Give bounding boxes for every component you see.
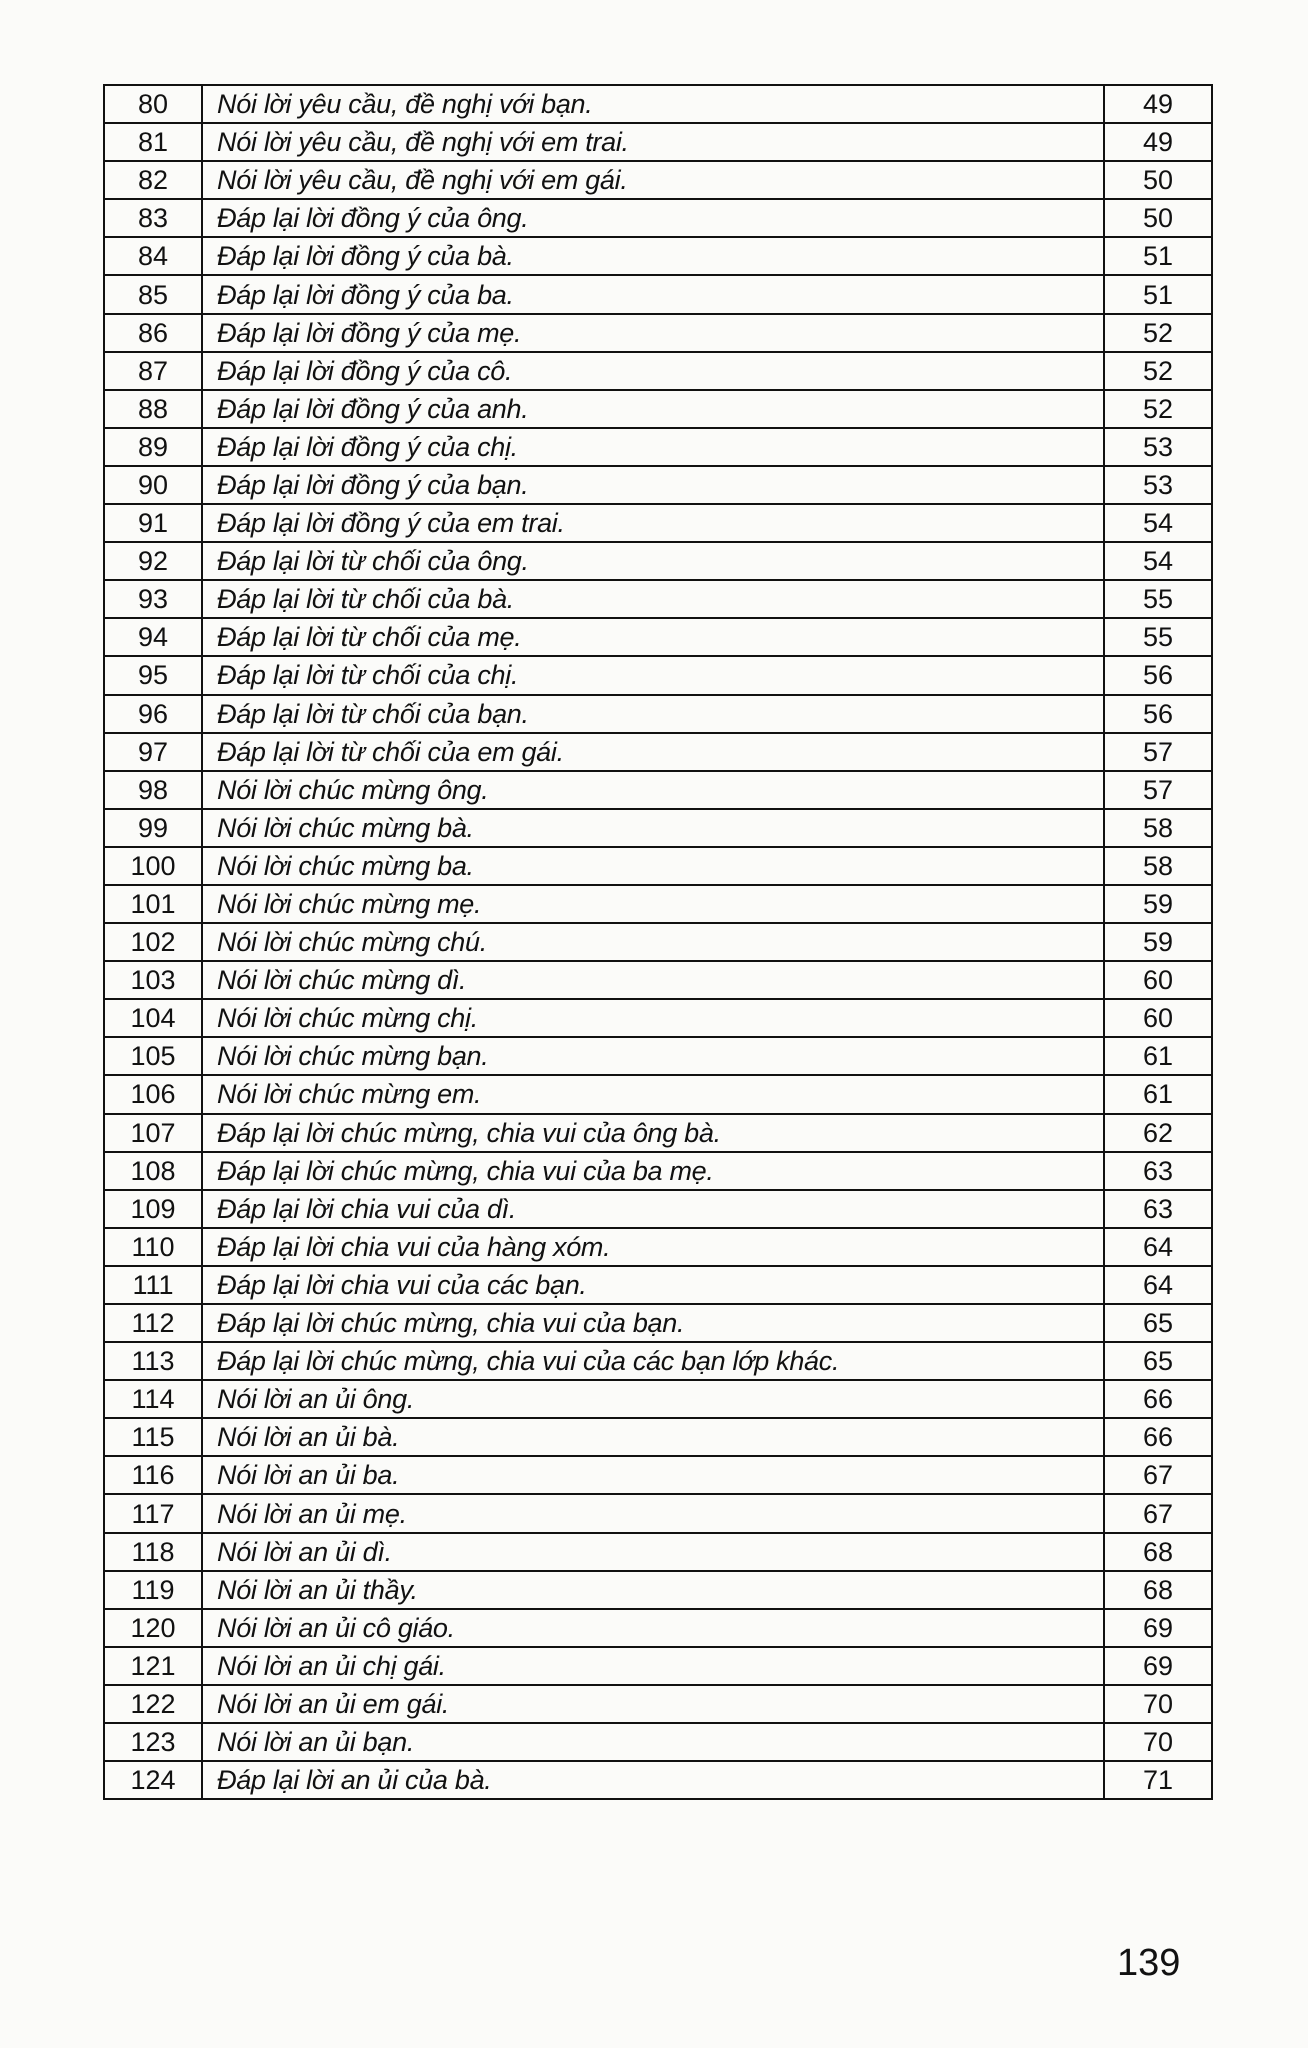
entry-page: 59 — [1104, 885, 1212, 923]
entry-page: 66 — [1104, 1380, 1212, 1418]
toc-row — [104, 237, 1212, 275]
entry-number: 97 — [104, 733, 202, 771]
entry-number: 113 — [104, 1342, 202, 1380]
entry-page: 65 — [1104, 1342, 1212, 1380]
entry-number: 84 — [104, 237, 202, 275]
entry-title: Đáp lại lời từ chối của em gái. — [202, 733, 1104, 771]
entry-page: 68 — [1104, 1571, 1212, 1609]
entry-title: Đáp lại lời từ chối của ông. — [202, 542, 1104, 580]
entry-title: Đáp lại lời từ chối của bà. — [202, 580, 1104, 618]
entry-title: Nói lời chúc mừng em. — [202, 1075, 1104, 1113]
toc-row — [104, 1609, 1212, 1647]
entry-page: 52 — [1104, 314, 1212, 352]
toc-row — [104, 1152, 1212, 1190]
entry-page: 60 — [1104, 999, 1212, 1037]
toc-row — [104, 390, 1212, 428]
entry-title: Nói lời an ủi bà. — [202, 1418, 1104, 1456]
entry-number: 112 — [104, 1304, 202, 1342]
entry-number: 83 — [104, 199, 202, 237]
entry-page: 53 — [1104, 466, 1212, 504]
entry-page: 64 — [1104, 1228, 1212, 1266]
toc-row — [104, 1190, 1212, 1228]
entry-page: 50 — [1104, 199, 1212, 237]
entry-title: Nói lời chúc mừng chú. — [202, 923, 1104, 961]
entry-title: Nói lời chúc mừng bạn. — [202, 1037, 1104, 1075]
toc-row — [104, 999, 1212, 1037]
toc-row — [104, 885, 1212, 923]
toc-row — [104, 123, 1212, 161]
entry-page: 70 — [1104, 1723, 1212, 1761]
entry-number: 81 — [104, 123, 202, 161]
entry-title: Đáp lại lời từ chối của chị. — [202, 656, 1104, 694]
entry-number: 100 — [104, 847, 202, 885]
entry-number: 121 — [104, 1647, 202, 1685]
entry-page: 70 — [1104, 1685, 1212, 1723]
entry-title: Nói lời an ủi bạn. — [202, 1723, 1104, 1761]
entry-title: Đáp lại lời đồng ý của chị. — [202, 428, 1104, 466]
entry-number: 101 — [104, 885, 202, 923]
entry-page: 55 — [1104, 580, 1212, 618]
entry-title: Nói lời an ủi dì. — [202, 1533, 1104, 1571]
entry-page: 69 — [1104, 1609, 1212, 1647]
entry-number: 114 — [104, 1380, 202, 1418]
entry-page: 58 — [1104, 847, 1212, 885]
toc-row — [104, 1228, 1212, 1266]
entry-number: 102 — [104, 923, 202, 961]
entry-title: Nói lời yêu cầu, đề nghị với bạn. — [202, 85, 1104, 123]
entry-page: 67 — [1104, 1456, 1212, 1494]
toc-row — [104, 1723, 1212, 1761]
toc-row — [104, 1571, 1212, 1609]
entry-title: Nói lời an ủi chị gái. — [202, 1647, 1104, 1685]
page-number: 139 — [1117, 1942, 1181, 1984]
entry-number: 91 — [104, 504, 202, 542]
entry-page: 65 — [1104, 1304, 1212, 1342]
entry-title: Nói lời chúc mừng mẹ. — [202, 885, 1104, 923]
entry-number: 124 — [104, 1761, 202, 1799]
entry-page: 58 — [1104, 809, 1212, 847]
entry-number: 108 — [104, 1152, 202, 1190]
toc-row — [104, 428, 1212, 466]
entry-number: 87 — [104, 352, 202, 390]
entry-page: 51 — [1104, 237, 1212, 275]
entry-title: Đáp lại lời đồng ý của ba. — [202, 275, 1104, 313]
entry-title: Đáp lại lời đồng ý của em trai. — [202, 504, 1104, 542]
entry-title: Nói lời an ủi em gái. — [202, 1685, 1104, 1723]
toc-row — [104, 1380, 1212, 1418]
entry-page: 64 — [1104, 1266, 1212, 1304]
entry-title: Đáp lại lời đồng ý của mẹ. — [202, 314, 1104, 352]
entry-number: 107 — [104, 1114, 202, 1152]
entry-page: 63 — [1104, 1190, 1212, 1228]
entry-title: Nói lời chúc mừng chị. — [202, 999, 1104, 1037]
toc-row — [104, 275, 1212, 313]
entry-page: 51 — [1104, 275, 1212, 313]
entry-number: 93 — [104, 580, 202, 618]
entry-number: 123 — [104, 1723, 202, 1761]
toc-row — [104, 1342, 1212, 1380]
entry-title: Đáp lại lời đồng ý của bạn. — [202, 466, 1104, 504]
entry-number: 105 — [104, 1037, 202, 1075]
entry-title: Đáp lại lời chúc mừng, chia vui của bạn. — [202, 1304, 1104, 1342]
entry-page: 56 — [1104, 695, 1212, 733]
toc-row — [104, 199, 1212, 237]
entry-title: Đáp lại lời đồng ý của cô. — [202, 352, 1104, 390]
entry-number: 80 — [104, 85, 202, 123]
toc-row — [104, 923, 1212, 961]
toc-row — [104, 161, 1212, 199]
toc-row — [104, 809, 1212, 847]
entry-number: 88 — [104, 390, 202, 428]
entry-title: Nói lời an ủi ông. — [202, 1380, 1104, 1418]
toc-row — [104, 1494, 1212, 1532]
entry-page: 61 — [1104, 1037, 1212, 1075]
toc-row — [104, 1418, 1212, 1456]
entry-number: 86 — [104, 314, 202, 352]
toc-row — [104, 733, 1212, 771]
entry-number: 106 — [104, 1075, 202, 1113]
entry-number: 122 — [104, 1685, 202, 1723]
entry-number: 110 — [104, 1228, 202, 1266]
toc-row — [104, 1761, 1212, 1799]
entry-title: Nói lời chúc mừng ông. — [202, 771, 1104, 809]
toc-row — [104, 618, 1212, 656]
toc-row — [104, 1533, 1212, 1571]
entry-page: 68 — [1104, 1533, 1212, 1571]
entry-page: 49 — [1104, 85, 1212, 123]
entry-number: 99 — [104, 809, 202, 847]
toc-row — [104, 771, 1212, 809]
entry-title: Đáp lại lời chúc mừng, chia vui của ba mẹ. — [202, 1152, 1104, 1190]
entry-title: Nói lời yêu cầu, đề nghị với em gái. — [202, 161, 1104, 199]
entry-number: 115 — [104, 1418, 202, 1456]
entry-title: Đáp lại lời từ chối của mẹ. — [202, 618, 1104, 656]
entry-number: 119 — [104, 1571, 202, 1609]
toc-row — [104, 1456, 1212, 1494]
entry-title: Đáp lại lời chia vui của các bạn. — [202, 1266, 1104, 1304]
entry-page: 69 — [1104, 1647, 1212, 1685]
entry-number: 118 — [104, 1533, 202, 1571]
entry-title: Nói lời an ủi ba. — [202, 1456, 1104, 1494]
entry-page: 54 — [1104, 542, 1212, 580]
toc-row — [104, 1304, 1212, 1342]
table-of-contents — [103, 84, 1213, 1800]
entry-title: Nói lời an ủi cô giáo. — [202, 1609, 1104, 1647]
entry-number: 103 — [104, 961, 202, 999]
entry-title: Đáp lại lời đồng ý của ông. — [202, 199, 1104, 237]
entry-title: Nói lời chúc mừng dì. — [202, 961, 1104, 999]
entry-title: Đáp lại lời chúc mừng, chia vui của các bạn lớp khác. — [202, 1342, 1104, 1380]
entry-number: 111 — [104, 1266, 202, 1304]
entry-number: 95 — [104, 656, 202, 694]
entry-title: Đáp lại lời chia vui của dì. — [202, 1190, 1104, 1228]
entry-page: 61 — [1104, 1075, 1212, 1113]
entry-number: 96 — [104, 695, 202, 733]
toc-row — [104, 847, 1212, 885]
toc-row — [104, 85, 1212, 123]
entry-page: 55 — [1104, 618, 1212, 656]
toc-row — [104, 1647, 1212, 1685]
toc-row — [104, 695, 1212, 733]
entry-page: 71 — [1104, 1761, 1212, 1799]
entry-page: 52 — [1104, 352, 1212, 390]
entry-title: Đáp lại lời an ủi của bà. — [202, 1761, 1104, 1799]
entry-page: 57 — [1104, 733, 1212, 771]
toc-row — [104, 1266, 1212, 1304]
toc-row — [104, 580, 1212, 618]
toc-row — [104, 1114, 1212, 1152]
entry-page: 60 — [1104, 961, 1212, 999]
entry-page: 52 — [1104, 390, 1212, 428]
entry-title: Đáp lại lời đồng ý của anh. — [202, 390, 1104, 428]
entry-title: Nói lời chúc mừng bà. — [202, 809, 1104, 847]
toc-row — [104, 542, 1212, 580]
toc-row — [104, 1037, 1212, 1075]
entry-number: 85 — [104, 275, 202, 313]
entry-number: 109 — [104, 1190, 202, 1228]
entry-page: 53 — [1104, 428, 1212, 466]
toc-row — [104, 352, 1212, 390]
entry-title: Đáp lại lời đồng ý của bà. — [202, 237, 1104, 275]
toc-row — [104, 1075, 1212, 1113]
entry-page: 66 — [1104, 1418, 1212, 1456]
entry-number: 90 — [104, 466, 202, 504]
entry-page: 54 — [1104, 504, 1212, 542]
toc-row — [104, 961, 1212, 999]
entry-page: 57 — [1104, 771, 1212, 809]
toc-row — [104, 1685, 1212, 1723]
entry-title: Nói lời an ủi mẹ. — [202, 1494, 1104, 1532]
toc-row — [104, 504, 1212, 542]
entry-number: 116 — [104, 1456, 202, 1494]
entry-title: Đáp lại lời từ chối của bạn. — [202, 695, 1104, 733]
entry-page: 67 — [1104, 1494, 1212, 1532]
entry-page: 59 — [1104, 923, 1212, 961]
entry-number: 104 — [104, 999, 202, 1037]
toc-row — [104, 656, 1212, 694]
entry-title: Nói lời chúc mừng ba. — [202, 847, 1104, 885]
toc-row — [104, 466, 1212, 504]
entry-number: 117 — [104, 1494, 202, 1532]
entry-title: Nói lời yêu cầu, đề nghị với em trai. — [202, 123, 1104, 161]
entry-page: 63 — [1104, 1152, 1212, 1190]
entry-title: Nói lời an ủi thầy. — [202, 1571, 1104, 1609]
entry-title: Đáp lại lời chia vui của hàng xóm. — [202, 1228, 1104, 1266]
toc-row — [104, 314, 1212, 352]
entry-number: 98 — [104, 771, 202, 809]
entry-page: 49 — [1104, 123, 1212, 161]
entry-page: 56 — [1104, 656, 1212, 694]
entry-title: Đáp lại lời chúc mừng, chia vui của ông bà. — [202, 1114, 1104, 1152]
entry-page: 62 — [1104, 1114, 1212, 1152]
entry-number: 94 — [104, 618, 202, 656]
entry-number: 120 — [104, 1609, 202, 1647]
entry-number: 92 — [104, 542, 202, 580]
entry-number: 82 — [104, 161, 202, 199]
entry-page: 50 — [1104, 161, 1212, 199]
entry-number: 89 — [104, 428, 202, 466]
